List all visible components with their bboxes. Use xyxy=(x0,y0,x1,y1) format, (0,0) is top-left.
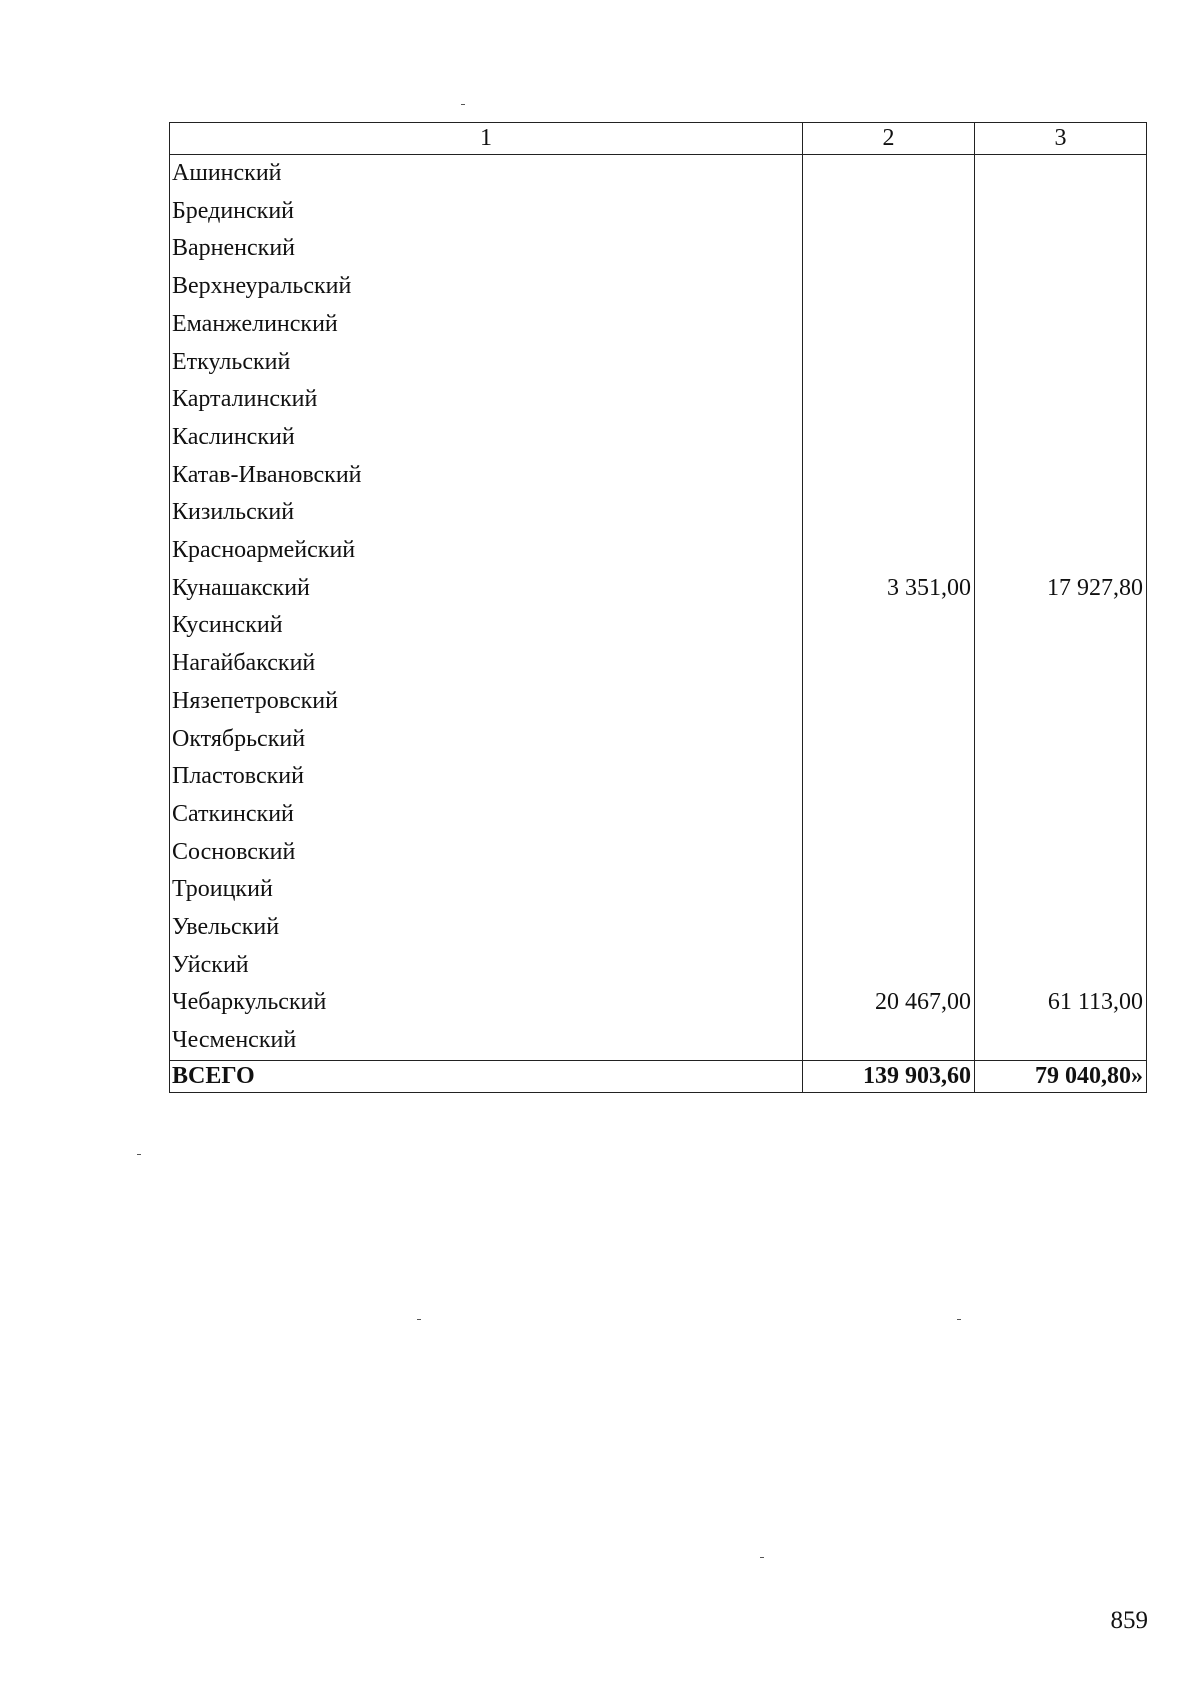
value-col-2-cell xyxy=(803,457,975,495)
value-col-3-cell xyxy=(975,344,1147,382)
value-col-3-cell xyxy=(975,306,1147,344)
table-row xyxy=(170,1022,1147,1060)
table-row xyxy=(170,947,1147,985)
table-row xyxy=(170,306,1147,344)
value-col-2-cell xyxy=(803,1022,975,1060)
header-col-1: 1 xyxy=(170,123,803,155)
value-col-3-cell xyxy=(975,796,1147,834)
table-row xyxy=(170,607,1147,645)
value-col-2-cell xyxy=(803,721,975,759)
value-col-2-cell xyxy=(803,155,975,193)
district-name-cell: Катав-Ивановский xyxy=(170,457,803,495)
scan-speck xyxy=(137,1154,141,1155)
value-col-2-cell xyxy=(803,306,975,344)
page-number: 859 xyxy=(1110,1607,1148,1634)
district-name-cell: Уйский xyxy=(170,947,803,985)
value-col-2-cell xyxy=(803,758,975,796)
table-row xyxy=(170,532,1147,570)
value-col-3-cell xyxy=(975,532,1147,570)
scan-speck xyxy=(957,1319,961,1320)
district-name-cell: Каслинский xyxy=(170,419,803,457)
total-col-2: 139 903,60 xyxy=(803,1060,975,1092)
district-name-cell: Пластовский xyxy=(170,758,803,796)
value-col-3-cell xyxy=(975,909,1147,947)
total-row xyxy=(170,1060,1147,1092)
district-name-cell: Увельский xyxy=(170,909,803,947)
value-col-3-cell xyxy=(975,494,1147,532)
table-row xyxy=(170,230,1147,268)
value-col-2-cell xyxy=(803,193,975,231)
header-row xyxy=(170,123,1147,155)
value-col-3-cell xyxy=(975,871,1147,909)
district-name-cell: Кунашакский xyxy=(170,570,803,608)
value-col-2-cell xyxy=(803,834,975,872)
value-col-3-cell xyxy=(975,155,1147,193)
district-name-cell: Карталинский xyxy=(170,381,803,419)
table-row xyxy=(170,909,1147,947)
district-name-cell: Кусинский xyxy=(170,607,803,645)
value-col-3-cell: 61 113,00 xyxy=(975,984,1147,1022)
value-col-3-cell xyxy=(975,834,1147,872)
value-col-2-cell xyxy=(803,381,975,419)
table-header xyxy=(170,123,1147,155)
table-row xyxy=(170,193,1147,231)
value-col-3-cell xyxy=(975,947,1147,985)
district-name-cell: Еткульский xyxy=(170,344,803,382)
table-row xyxy=(170,570,1147,608)
table-row xyxy=(170,645,1147,683)
district-name-cell: Кизильский xyxy=(170,494,803,532)
table-row xyxy=(170,457,1147,495)
value-col-3-cell xyxy=(975,457,1147,495)
value-col-2-cell xyxy=(803,683,975,721)
value-col-3-cell xyxy=(975,758,1147,796)
table-row xyxy=(170,871,1147,909)
value-col-3-cell xyxy=(975,721,1147,759)
value-col-2-cell xyxy=(803,607,975,645)
value-col-3-cell: 17 927,80 xyxy=(975,570,1147,608)
value-col-2-cell xyxy=(803,268,975,306)
value-col-2-cell xyxy=(803,796,975,834)
value-col-2-cell xyxy=(803,230,975,268)
district-name-cell: Красноармейский xyxy=(170,532,803,570)
value-col-2-cell xyxy=(803,871,975,909)
district-name-cell: Октябрьский xyxy=(170,721,803,759)
value-col-2-cell xyxy=(803,909,975,947)
value-col-2-cell: 20 467,00 xyxy=(803,984,975,1022)
district-name-cell: Верхнеуральский xyxy=(170,268,803,306)
table-row xyxy=(170,419,1147,457)
value-col-3-cell xyxy=(975,683,1147,721)
value-col-3-cell xyxy=(975,645,1147,683)
district-name-cell: Еманжелинский xyxy=(170,306,803,344)
table-row xyxy=(170,344,1147,382)
table-row xyxy=(170,155,1147,193)
value-col-2-cell xyxy=(803,494,975,532)
table-row xyxy=(170,381,1147,419)
value-col-3-cell xyxy=(975,268,1147,306)
value-col-2-cell: 3 351,00 xyxy=(803,570,975,608)
scan-speck xyxy=(417,1319,421,1320)
table-row xyxy=(170,984,1147,1022)
district-name-cell: Нязепетровский xyxy=(170,683,803,721)
district-name-cell: Чесменский xyxy=(170,1022,803,1060)
table-row xyxy=(170,834,1147,872)
value-col-3-cell xyxy=(975,419,1147,457)
table-row xyxy=(170,796,1147,834)
table-row xyxy=(170,721,1147,759)
table-row xyxy=(170,758,1147,796)
value-col-2-cell xyxy=(803,947,975,985)
district-table xyxy=(169,122,1147,1093)
value-col-3-cell xyxy=(975,381,1147,419)
table-row xyxy=(170,494,1147,532)
district-name-cell: Саткинский xyxy=(170,796,803,834)
total-label: ВСЕГО xyxy=(170,1060,803,1092)
district-name-cell: Брединский xyxy=(170,193,803,231)
header-col-3: 3 xyxy=(975,123,1147,155)
table-body xyxy=(170,155,1147,1093)
table-row xyxy=(170,268,1147,306)
scan-speck xyxy=(760,1557,764,1558)
district-name-cell: Чебаркульский xyxy=(170,984,803,1022)
value-col-3-cell xyxy=(975,193,1147,231)
table-row xyxy=(170,683,1147,721)
scan-speck xyxy=(461,104,465,105)
total-col-3: 79 040,80» xyxy=(975,1060,1147,1092)
value-col-2-cell xyxy=(803,645,975,683)
district-name-cell: Нагайбакский xyxy=(170,645,803,683)
district-name-cell: Варненский xyxy=(170,230,803,268)
value-col-2-cell xyxy=(803,419,975,457)
value-col-3-cell xyxy=(975,230,1147,268)
header-col-2: 2 xyxy=(803,123,975,155)
value-col-2-cell xyxy=(803,532,975,570)
district-name-cell: Ашинский xyxy=(170,155,803,193)
value-col-2-cell xyxy=(803,344,975,382)
value-col-3-cell xyxy=(975,1022,1147,1060)
value-col-3-cell xyxy=(975,607,1147,645)
district-name-cell: Троицкий xyxy=(170,871,803,909)
district-name-cell: Сосновский xyxy=(170,834,803,872)
